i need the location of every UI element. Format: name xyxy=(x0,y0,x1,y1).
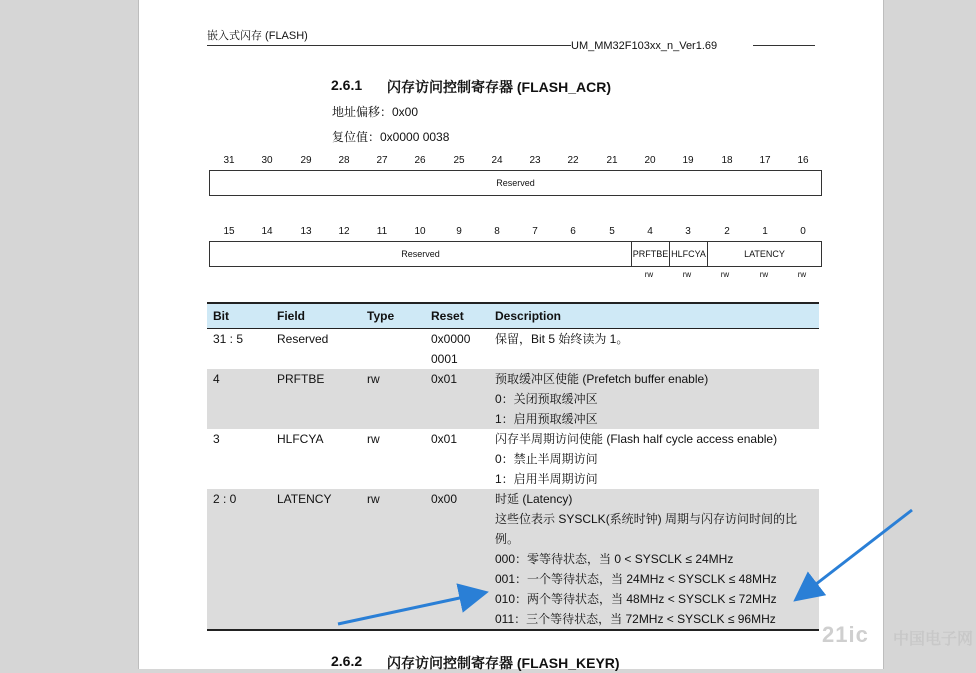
header-field: Field xyxy=(271,303,361,329)
field-prftbe: PRFTBE xyxy=(631,242,669,266)
bit-number: 26 xyxy=(414,155,426,166)
bit-number: 8 xyxy=(494,226,500,237)
desc-line: 时延 (Latency) xyxy=(495,492,573,506)
cell-field: HLFCYA xyxy=(277,432,324,446)
reset-line: 0x01 xyxy=(431,432,458,446)
cell-field: PRFTBE xyxy=(271,369,361,429)
bit-number: 18 xyxy=(721,155,733,166)
cell-bit: 2 : 0 xyxy=(207,489,271,630)
cell-type: rw xyxy=(367,432,380,446)
bit-number: 15 xyxy=(223,226,235,237)
desc-line: 这些位表示 SYSCLK(系统时钟) 周期与闪存访问时间的比 xyxy=(495,512,798,526)
section2-number: 2.6.2 xyxy=(331,653,363,669)
field-reserved-high: Reserved xyxy=(496,178,535,188)
bit-number: 31 xyxy=(223,155,235,166)
reset-line: 0x00 xyxy=(431,492,458,506)
bit-number: 3 xyxy=(685,226,691,237)
desc-line: 001：一个等待状态，当 24MHz < SYSCLK ≤ 48MHz xyxy=(495,572,777,586)
bit-number: 14 xyxy=(261,226,273,237)
bit-number: 19 xyxy=(682,155,694,166)
header-type: Type xyxy=(361,303,425,329)
desc-line: 1：启用预取缓冲区 xyxy=(495,412,598,426)
cell-bit: 3 xyxy=(213,432,220,446)
cell-field: Reserved xyxy=(277,332,329,346)
bit-number: 6 xyxy=(570,226,576,237)
cell-type: rw xyxy=(361,489,425,630)
desc-line: 例。 xyxy=(495,532,520,546)
access-type: rw xyxy=(720,270,730,279)
bit-number: 12 xyxy=(338,226,350,237)
bit-number: 9 xyxy=(456,226,462,237)
bit-number: 20 xyxy=(644,155,656,166)
access-type: rw xyxy=(797,270,807,279)
bit-number: 23 xyxy=(529,155,541,166)
section-number: 2.6.1 xyxy=(331,77,363,93)
header-bit: Bit xyxy=(207,303,271,329)
cell-bit: 31 : 5 xyxy=(213,332,244,346)
cell-type: rw xyxy=(361,369,425,429)
bit-number: 7 xyxy=(532,226,538,237)
cell-bit: 4 xyxy=(207,369,271,429)
reset-line: 0x0000 xyxy=(431,332,471,346)
arrow-left-to-010 xyxy=(338,593,483,624)
watermark-text: 中国电子网 xyxy=(893,631,974,648)
field-hlfcya: HLFCYA xyxy=(669,242,707,266)
header-doc-id: UM_MM32F103xx_n_Ver1.69 xyxy=(571,40,718,52)
desc-line: 011：三个等待状态，当 72MHz < SYSCLK ≤ 96MHz xyxy=(495,612,776,626)
bit-number: 30 xyxy=(261,155,273,166)
desc-line: 010：两个等待状态，当 48MHz < SYSCLK ≤ 72MHz xyxy=(495,592,777,606)
bit-number: 16 xyxy=(797,155,809,166)
header-chapter: 嵌入式闪存 (FLASH) xyxy=(207,30,308,42)
bit-number: 17 xyxy=(759,155,771,166)
bit-number: 28 xyxy=(338,155,350,166)
desc-line: 000：零等待状态，当 0 < SYSCLK ≤ 24MHz xyxy=(495,552,734,566)
section-title: 闪存访问控制寄存器 (FLASH_ACR) xyxy=(387,79,611,95)
desc-line: 1：启用半周期访问 xyxy=(495,472,598,486)
reset-line: 0x01 xyxy=(431,372,458,386)
desc-line: 0：禁止半周期访问 xyxy=(495,452,598,466)
bit-number: 27 xyxy=(376,155,388,166)
access-type: rw xyxy=(682,270,692,279)
cell-field: LATENCY xyxy=(271,489,361,630)
desc-line: 闪存半周期访问使能 (Flash half cycle access enable) xyxy=(495,432,778,446)
bit-number: 1 xyxy=(762,226,768,237)
desc-line: 保留，Bit 5 始终读为 1。 xyxy=(495,332,629,346)
bit-number: 5 xyxy=(609,226,615,237)
desc-line: 0：关闭预取缓冲区 xyxy=(495,392,598,406)
header-reset: Reset xyxy=(425,303,489,329)
field-latency: LATENCY xyxy=(707,242,821,266)
section2-title: 闪存访问控制寄存器 (FLASH_KEYR) xyxy=(387,655,620,671)
bit-number: 2 xyxy=(724,226,730,237)
bit-number: 29 xyxy=(300,155,312,166)
bit-number: 24 xyxy=(491,155,503,166)
arrow-right-to-010 xyxy=(798,510,912,598)
field-reserved-low: Reserved xyxy=(401,249,440,259)
bit-number: 13 xyxy=(300,226,312,237)
bit-number: 21 xyxy=(606,155,618,166)
address-offset: 地址偏移：0x00 xyxy=(332,105,419,119)
desc-line: 预取缓冲区使能 (Prefetch buffer enable) xyxy=(495,372,709,386)
bit-number: 0 xyxy=(800,226,806,237)
bit-number: 25 xyxy=(453,155,465,166)
access-type: rw xyxy=(759,270,769,279)
header-description: Description xyxy=(489,303,819,329)
access-type: rw xyxy=(644,270,654,279)
bit-number: 11 xyxy=(376,226,388,237)
reset-line: 0001 xyxy=(431,352,458,366)
watermark-logo: 21ic xyxy=(822,622,869,647)
bit-number: 22 xyxy=(567,155,579,166)
bit-number: 10 xyxy=(414,226,426,237)
bit-number: 4 xyxy=(647,226,653,237)
reset-value: 复位值：0x0000 0038 xyxy=(332,130,450,144)
